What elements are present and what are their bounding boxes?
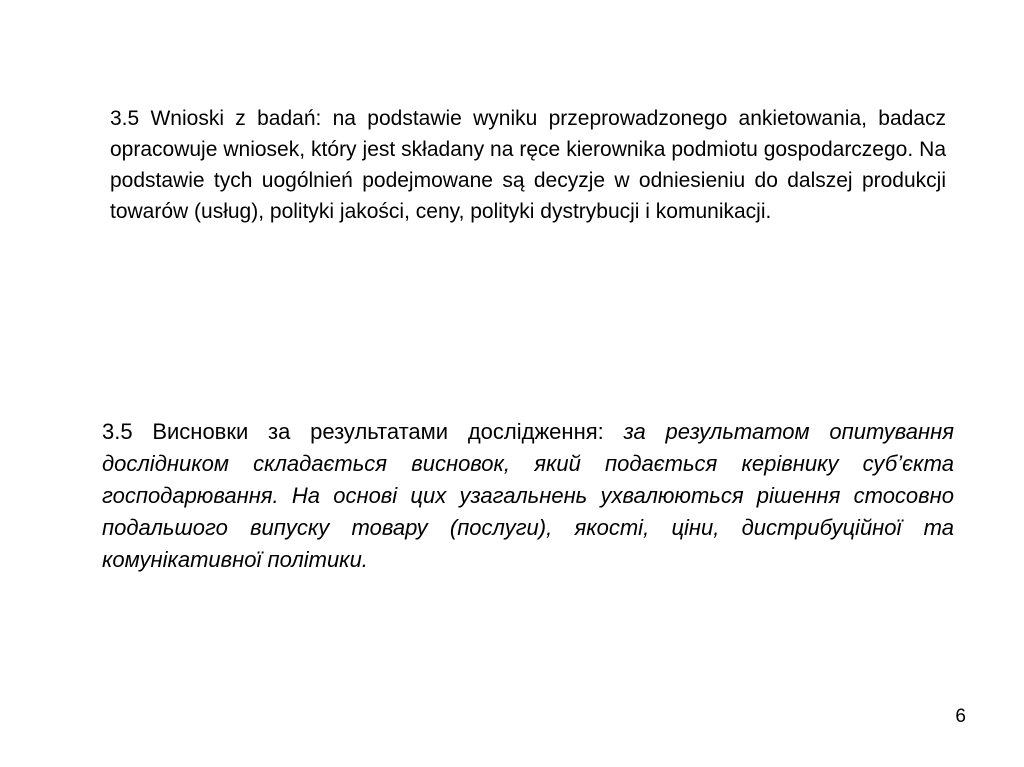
ukrainian-paragraph-italic-text: за результатом опитування дослідником складається висновок, який подається керівнику суб’єкта господарювання. На основі цих узагальнень ухвалюються рішення стосовно подальшого випуску товару (послуги), якості, ціни, дистрибуційної та комунікативної політики. — [102, 419, 954, 572]
ukrainian-paragraph-lead: 3.5 Висновки за результатами дослідження: — [102, 419, 624, 444]
page-number: 6 — [955, 706, 966, 727]
ukrainian-paragraph — [102, 416, 954, 576]
polish-paragraph: 3.5 Wnioski z badań: na podstawie wyniku przeprowadzonego ankietowania, badacz opracowuje wniosek, który jest składany na ręce kierownika podmiotu gospodarczego. Na podstawie tych uogólnień podejmowane są decyzje w odniesieniu do dalszej produkcji towarów (usług), polityki jakości, ceny, polityki dystrybucji i komunikacji. — [110, 107, 946, 223]
